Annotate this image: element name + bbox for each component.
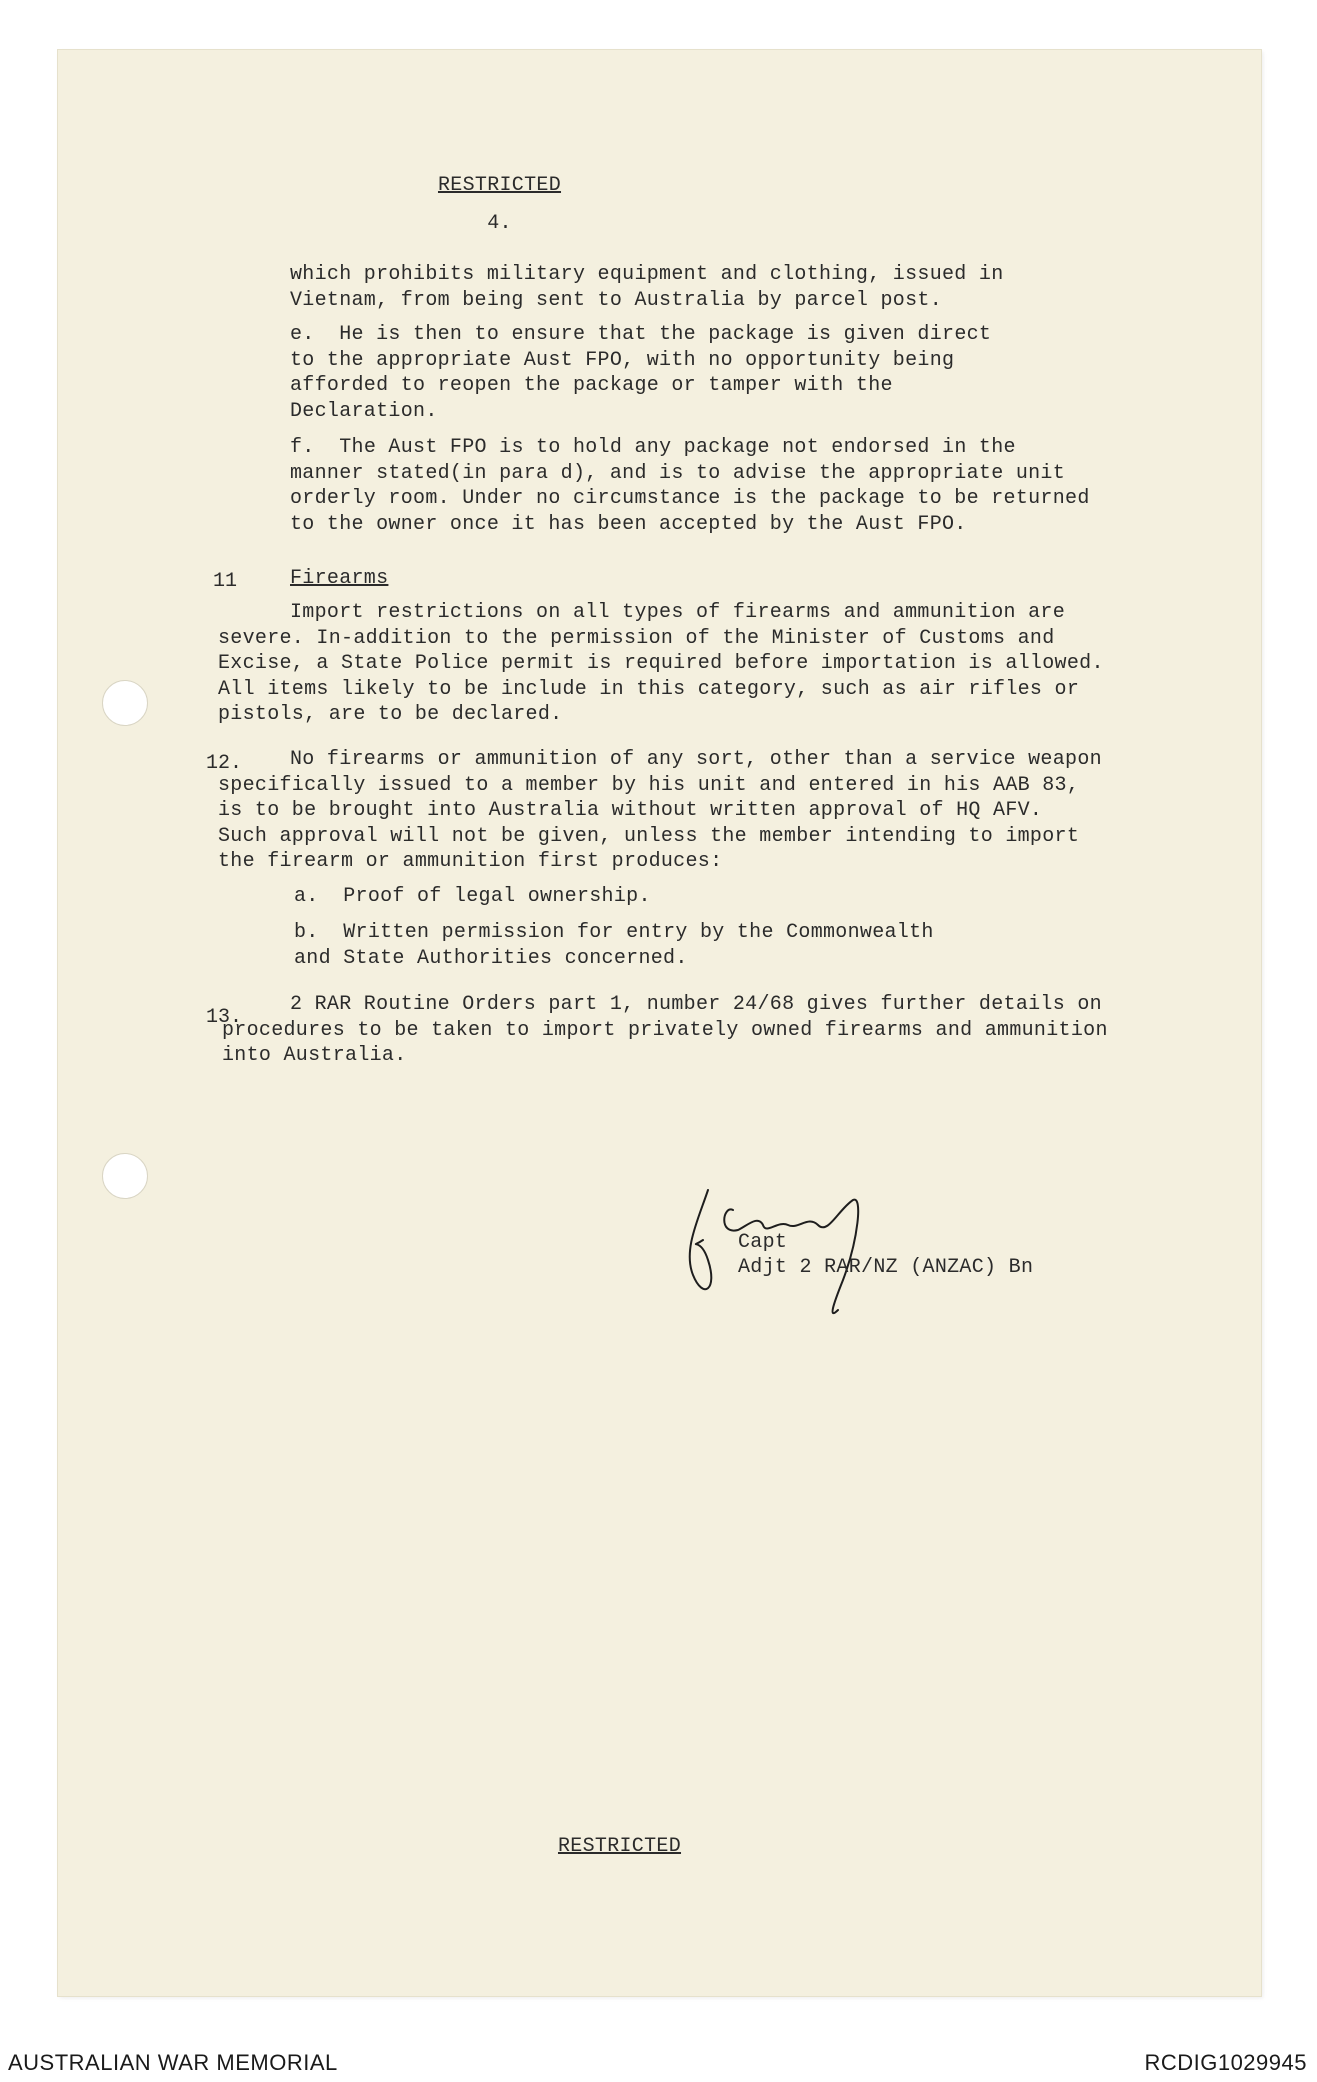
text-line: manner stated(in para d), and is to advise the appropriate unit bbox=[290, 461, 1066, 485]
text-line: Import restrictions on all types of firearms and ammunition are bbox=[290, 601, 1066, 624]
page-number: 4. bbox=[487, 212, 512, 235]
archive-reference: RCDIG1029945 bbox=[1144, 2050, 1307, 2075]
para-d-continuation bbox=[290, 262, 1004, 313]
text-line: Excise, a State Police permit is required before importation is allowed. bbox=[218, 652, 1104, 675]
para-e-label: e. bbox=[290, 323, 315, 346]
para-12-body bbox=[218, 747, 1102, 875]
punch-hole-top bbox=[102, 680, 148, 726]
text-line: which prohibits military equipment and clothing, issued in bbox=[290, 263, 1004, 286]
text-line: severe. In-addition to the permission of the Minister of Customs and bbox=[218, 626, 1055, 650]
para-e bbox=[290, 322, 991, 424]
para-11-number: 11 bbox=[213, 570, 238, 593]
text-line: All items likely to be include in this category, such as air rifles or bbox=[218, 677, 1080, 701]
text-line: specifically issued to a member by his unit and entered in his AAB 83, bbox=[218, 773, 1080, 797]
footer-classification: RESTRICTED bbox=[557, 1835, 682, 1858]
text-line: is to be brought into Australia without written approval of HQ AFV. bbox=[218, 799, 1043, 822]
text-line: procedures to be taken to import privately owned firearms and ammunition bbox=[222, 1018, 1108, 1042]
text-line: orderly room. Under no circumstance is the package to be returned bbox=[290, 487, 1090, 510]
text-line: the firearm or ammunition first produces: bbox=[218, 850, 723, 873]
text-line: into Australia. bbox=[222, 1044, 407, 1067]
text-line: He is then to ensure that the package is given direct bbox=[339, 323, 992, 346]
archive-credit: AUSTRALIAN WAR MEMORIAL bbox=[8, 2050, 338, 2075]
text-line: to the appropriate Aust FPO, with no opportunity being bbox=[290, 348, 955, 372]
text-line: 2 RAR Routine Orders part 1, number 24/68 gives further details on bbox=[290, 993, 1102, 1016]
signature-appointment: Adjt 2 RAR/NZ (ANZAC) Bn bbox=[738, 1256, 1034, 1279]
document-page bbox=[58, 50, 1261, 1996]
item-a-label: a. bbox=[294, 885, 319, 908]
text-line: afforded to reopen the package or tamper with the bbox=[290, 374, 893, 397]
para-f bbox=[290, 435, 1090, 537]
para-11-body bbox=[218, 600, 1104, 728]
text-line: The Aust FPO is to hold any package not endorsed in the bbox=[339, 436, 1016, 459]
para-12-item-b bbox=[294, 920, 934, 971]
text-line: Vietnam, from being sent to Australia by parcel post. bbox=[290, 288, 943, 312]
text-line: pistols, are to be declared. bbox=[218, 703, 563, 726]
para-13-number: 13. bbox=[206, 1006, 243, 1029]
text-line: Declaration. bbox=[290, 399, 438, 423]
text-line: and State Authorities concerned. bbox=[294, 946, 688, 970]
para-12-item-a bbox=[294, 884, 651, 910]
punch-hole-bottom bbox=[102, 1153, 148, 1199]
para-13-body bbox=[222, 992, 1108, 1069]
item-b-label: b. bbox=[294, 921, 319, 944]
section-heading-firearms: Firearms bbox=[290, 567, 389, 590]
text-line: to the owner once it has been accepted by the Aust FPO. bbox=[290, 512, 967, 536]
para-f-label: f. bbox=[290, 436, 315, 459]
text-line: No firearms or ammunition of any sort, other than a service weapon bbox=[290, 748, 1102, 771]
para-12-number: 12. bbox=[206, 752, 243, 775]
signature-rank: Capt bbox=[738, 1231, 788, 1254]
text-line: Proof of legal ownership. bbox=[343, 885, 651, 908]
header-classification: RESTRICTED bbox=[437, 174, 562, 197]
text-line: Such approval will not be given, unless the member intending to import bbox=[218, 824, 1080, 848]
text-line: Written permission for entry by the Commonwealth bbox=[343, 921, 934, 944]
